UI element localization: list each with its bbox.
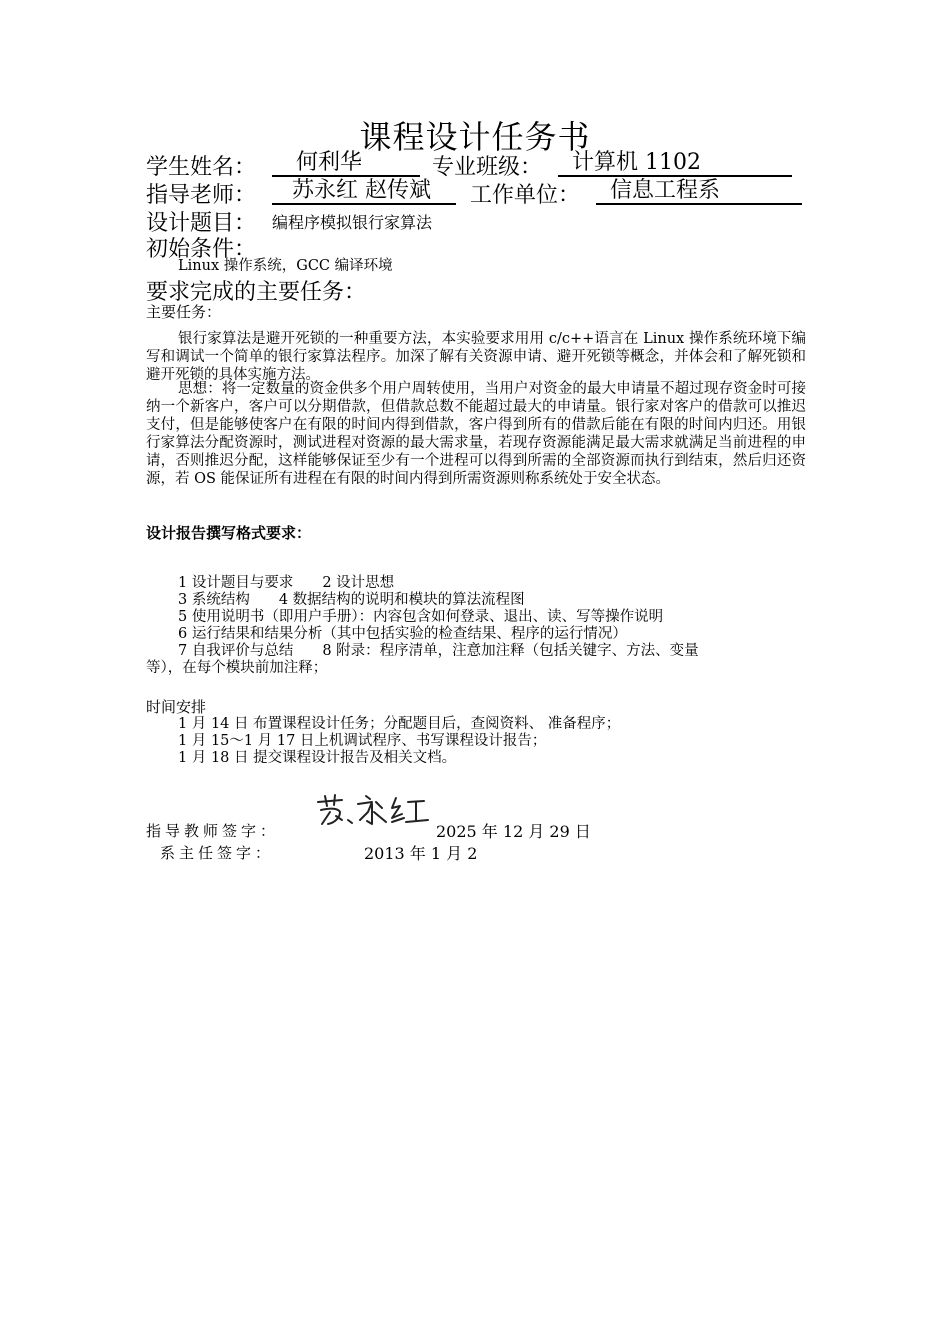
schedule-item: 1 月 14 日 布置课程设计任务；分配题目后，查阅资料、 准备程序； <box>178 716 621 732</box>
topic-value: 编程序模拟银行家算法 <box>272 213 433 232</box>
initial-conditions-label: 初始条件： <box>146 237 257 262</box>
schedule-item: 1 月 18 日 提交课程设计报告及相关文档。 <box>178 750 457 766</box>
initial-conditions-text: Linux 操作系统，GCC 编译环境 <box>178 258 393 274</box>
unit-label: 工作单位： <box>470 183 581 208</box>
department-head-signature-label: 系主任签字： <box>160 844 275 862</box>
class-label: 专业班级： <box>432 155 543 180</box>
teacher-signature-label: 指导教师签字： <box>146 822 280 840</box>
report-item: 7 自我评价与总结 8 附录：程序清单，注意加注释（包括关键字、方法、变量 <box>178 643 699 659</box>
report-item: 1 设计题目与要求 2 设计思想 <box>178 575 395 591</box>
report-item-continuation: 等），在每个模块前加注释； <box>146 660 328 676</box>
topic-label: 设计题目： <box>146 211 257 236</box>
unit-value: 信息工程系 <box>596 180 802 205</box>
class-value: 计算机 1102 <box>558 152 792 177</box>
student-name-value: 何利华 <box>272 152 420 177</box>
schedule-item: 1 月 15～1 月 17 日上机调试程序、书写课程设计报告； <box>178 733 547 749</box>
report-item: 5 使用说明书（即用户手册）：内容包含如何登录、退出、读、写等操作说明 <box>178 609 664 625</box>
teacher-signature-date: 2025 年 12 月 29 日 <box>436 822 591 841</box>
teacher-label: 指导老师： <box>146 183 257 208</box>
requirements-heading: 要求完成的主要任务： <box>146 280 367 305</box>
report-item: 3 系统结构 4 数据结构的说明和模块的算法流程图 <box>178 592 525 608</box>
paragraph-idea: 思想：将一定数量的资金供多个用户周转使用，当用户对资金的最大申请量不超过现存资金时可接纳一个新客户，客户可以分期借款，但借款总数不能超过最大的申请量。银行家对客户的借款可以推迟支付，但是能够使客户在有限的时间内得到借款，客户得到所有的借款后能在有限的时间内归还。用银行家算法分配资源时，测试进程对资源的最大需求量，若现存资源能满足最大需求就满足当前进程的申请，否则推迟分配，这样能够保证至少有一个进程可以得到所需的全部资源而执行到结束，然后归还资源，若 OS 能保证所有进程在有限的时间内得到所需资源则称系统处于安全状态。 <box>146 381 806 487</box>
main-task-label: 主要任务： <box>146 303 222 321</box>
teacher-value: 苏永红 赵传斌 <box>272 180 456 205</box>
report-format-heading: 设计报告撰写格式要求： <box>146 524 312 542</box>
document-title: 课程设计任务书 <box>359 118 591 156</box>
schedule-heading: 时间安排 <box>146 698 207 716</box>
paragraph-intro: 银行家算法是避开死锁的一种重要方法，本实验要求用用 c/c++语言在 Linux 操作系统环境下编写和调试一个简单的银行家算法程序。加深了解有关资源申请、避开死锁等概念，并体会和了解死锁和避开死锁的具体实施方法。 <box>146 331 806 383</box>
handwritten-signature <box>312 790 432 830</box>
report-item: 6 运行结果和结果分析（其中包括实验的检查结果、程序的运行情况） <box>178 626 627 642</box>
department-head-signature-date: 2013 年 1 月 2 <box>364 844 478 863</box>
student-name-label: 学生姓名： <box>146 155 257 180</box>
